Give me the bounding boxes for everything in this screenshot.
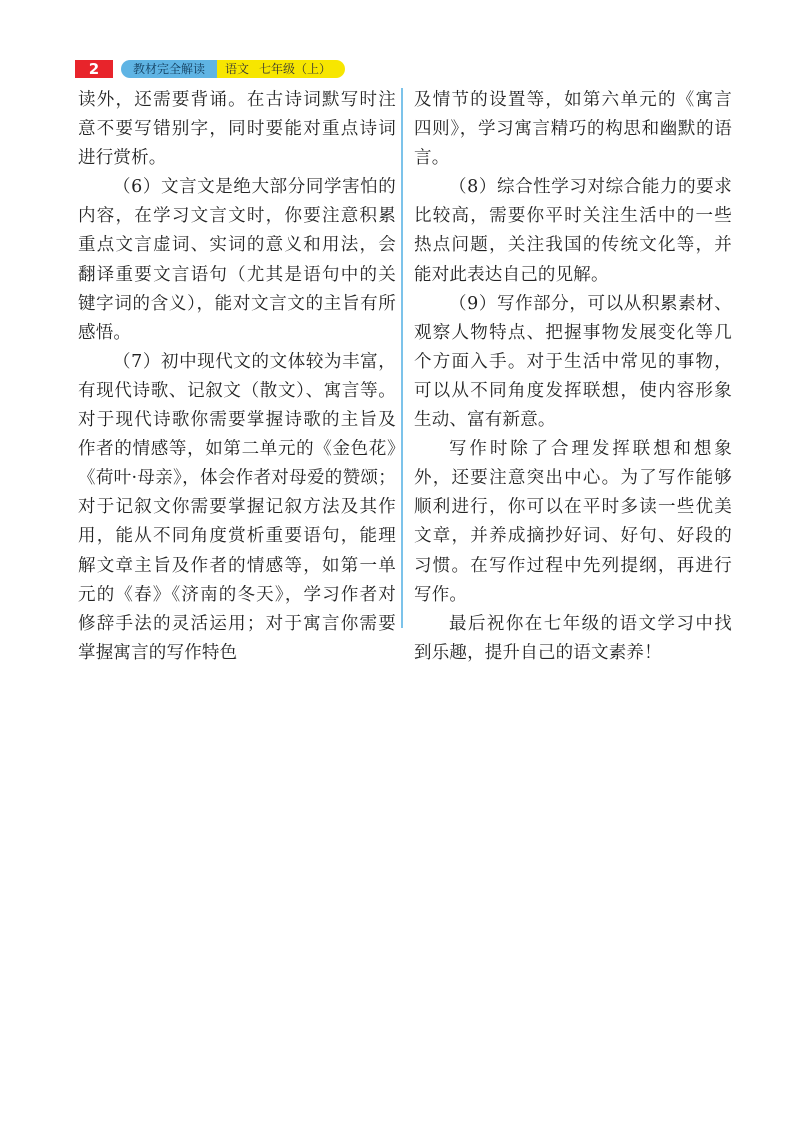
left-column — [78, 86, 396, 668]
page-number: 2 — [75, 60, 113, 78]
paragraph: （7）初中现代文的文体较为丰富，有现代诗歌、记叙文（散文）、寓言等。对于现代诗歌你需要掌握诗歌的主旨及作者的情感等，如第二单元的《金色花》《荷叶·母亲》，体会作者对母爱的赞颂；对于记叙文你需要掌握记叙方法及其作用，能从不同角度赏析重要语句，能理解文章主旨及作者的情感等，如第一单元的《春》《济南的冬天》，学习作者对修辞手法的灵活运用；对于寓言你需要掌握寓言的写作特色 — [78, 351, 396, 663]
column-divider — [401, 88, 403, 628]
paragraph: （9）写作部分，可以从积累素材、观察人物特点、把握事物发展变化等几个方面入手。对于生活中常见的事物，可以从不同角度发挥联想，使内容形象生动、富有新意。 — [414, 293, 732, 431]
running-header — [75, 60, 345, 78]
paragraph: 及情节的设置等，如第六单元的《寓言四则》，学习寓言精巧的构思和幽默的语言。 — [414, 90, 732, 169]
paragraph: 写作时除了合理发挥联想和想象外，还要注意突出中心。为了写作能够顺利进行，你可以在平时多读一些优美文章，并养成摘抄好词、好句、好段的习惯。在写作过程中先列提纲，再进行写作。 — [414, 439, 732, 605]
grade: 七年级（上） — [259, 62, 332, 76]
right-column — [414, 86, 732, 668]
book-title: 教材完全解读 — [121, 60, 217, 78]
subject-grade-label — [217, 60, 345, 78]
paragraph: 读外，还需要背诵。在古诗词默写时注意不要写错别字，同时要能对重点诗词进行赏析。 — [78, 90, 396, 169]
paragraph: 最后祝你在七年级的语文学习中找到乐趣，提升自己的语文素养！ — [414, 613, 732, 663]
paragraph: （8）综合性学习对综合能力的要求比较高，需要你平时关注生活中的一些热点问题，关注我国的传统文化等，并能对此表达自己的见解。 — [414, 177, 732, 285]
paragraph: （6）文言文是绝大部分同学害怕的内容，在学习文言文时，你要注意积累重点文言虚词、实词的意义和用法，会翻译重要文言语句（尤其是语句中的关键字词的含义），能对文言文的主旨有所感悟。 — [78, 177, 396, 343]
subject: 语文 — [225, 62, 250, 76]
